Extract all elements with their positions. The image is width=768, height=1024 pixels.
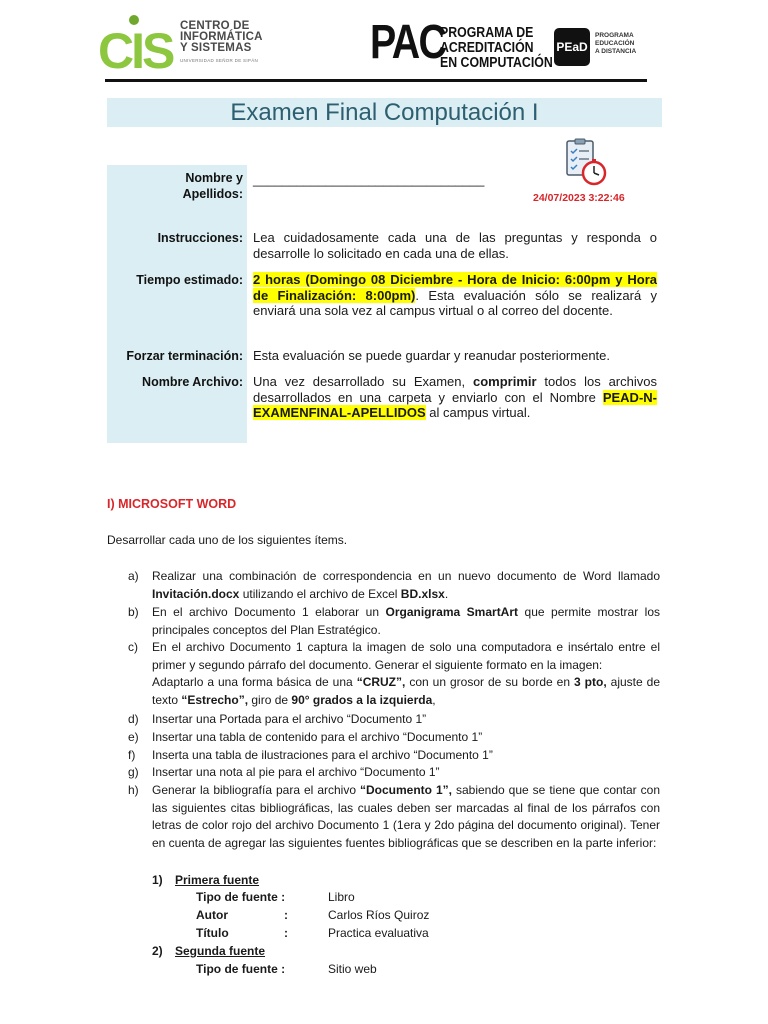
pac-logo: PAC	[370, 16, 446, 69]
section-intro: Desarrollar cada uno de los siguientes ítems.	[107, 533, 348, 547]
source-1-author-value: Carlos Ríos Quiroz	[328, 908, 430, 922]
item-h: h) Generar la bibliografía para el archivo “Documento 1”, sabiendo que se tiene que contar con las siguientes citas bibliográficas, las cuales deben ser marcadas al final de los párrafos con letras de color rojo del archivo Documento 1 (1era y 2do página del documento original). Tener en cuenta de agregar las siguientes fuentes bibliográficas que se describen en la parte inferior:	[128, 783, 661, 850]
page-title: Examen Final Computación I	[230, 99, 539, 126]
force-text: Esta evaluación se puede guardar y reanudar posteriormente.	[253, 348, 610, 363]
item-d: d) Insertar una Portada para el archivo “Documento 1”	[128, 712, 427, 726]
item-g: g) Insertar una nota al pie para el archivo “Documento 1”	[128, 765, 440, 779]
time-label: Tiempo estimado:	[136, 273, 243, 287]
time-text: 2 horas (Domingo 08 Diciembre - Hora de Inicio: 6:00pm y Hora de Finalización: 8:00pm). Esta evaluación sólo se realizará y enviará una sola vez al campus virtual o al correo del docente.	[253, 272, 657, 318]
cis-name: CENTRO DE INFORMÁTICA Y SISTEMAS	[180, 20, 263, 54]
header-divider	[105, 79, 647, 82]
source-1-title-label: Título	[196, 926, 229, 940]
source-1-author-label: Autor	[196, 908, 228, 922]
info-label-column	[107, 165, 247, 443]
item-e: e) Insertar una tabla de contenido para el archivo “Documento 1”	[128, 730, 483, 744]
filename-label: Nombre Archivo:	[142, 375, 243, 389]
item-c: c) En el archivo Documento 1 captura la imagen de solo una computadora e insértalo entre el primer y segundo párrafo del documento. Generar el siguiente formato en la imagen: Adaptarlo a una forma básica de una “CRUZ”, con un grosor de su borde en 3 pto, ajuste de texto “Estrecho”, giro de 90° grados a la izquierda,	[128, 640, 660, 707]
instructions-text: Lea cuidadosamente cada una de las preguntas y responda o desarrolle lo solicitado en cada una de ellas.	[253, 230, 657, 261]
item-a: a) Realizar una combinación de correspondencia en un nuevo documento de Word llamado Invitación.docx utilizando el archivo de Excel BD.xlsx.	[128, 569, 660, 601]
source-1-type-label: Tipo de fuente :	[196, 890, 286, 904]
pac-name: PROGRAMA DE ACREDITACIÓN EN COMPUTACIÓN	[440, 25, 553, 71]
source-1-title: Primera fuente	[175, 873, 260, 887]
item-f: f) Inserta una tabla de ilustraciones para el archivo “Documento 1”	[128, 748, 493, 762]
pead-logo: PEaD	[554, 28, 590, 66]
source-1-type-value: Libro	[328, 890, 355, 904]
source-2-type-value: Sitio web	[328, 962, 377, 976]
source-1-author-colon: :	[284, 908, 288, 922]
name-field[interactable]: ________________________________	[253, 172, 485, 187]
exam-datetime: 24/07/2023 3:22:46	[533, 192, 625, 204]
section-title: I) MICROSOFT WORD	[107, 497, 237, 511]
source-2-title: Segunda fuente	[175, 944, 266, 958]
source-2-type-label: Tipo de fuente :	[196, 962, 286, 976]
source-2-number: 2)	[152, 944, 163, 958]
item-b: b) En el archivo Documento 1 elaborar un Organigrama SmartArt que permite mostrar los principales conceptos del Plan Estratégico.	[128, 605, 661, 637]
instructions-label: Instrucciones:	[157, 231, 243, 245]
force-label: Forzar terminación:	[126, 349, 243, 363]
filename-text: Una vez desarrollado su Examen, comprimir todos los archivos desarrollados en una carpeta y enviarlo con el Nombre PEAD-N-EXAMENFINAL-APELLIDOS al campus virtual.	[253, 374, 657, 420]
cis-subtitle: UNIVERSIDAD SEÑOR DE SIPÁN	[180, 58, 259, 63]
name-label: Nombre y Apellidos:	[182, 171, 243, 201]
source-1-title-colon: :	[284, 926, 288, 940]
pead-name: PROGRAMA EDUCACIÓN A DISTANCIA	[595, 32, 637, 55]
cis-logo	[98, 12, 178, 72]
source-1-number: 1)	[152, 873, 163, 887]
svg-text:CIS: CIS	[98, 23, 173, 72]
source-1-title-value: Practica evaluativa	[328, 926, 429, 940]
